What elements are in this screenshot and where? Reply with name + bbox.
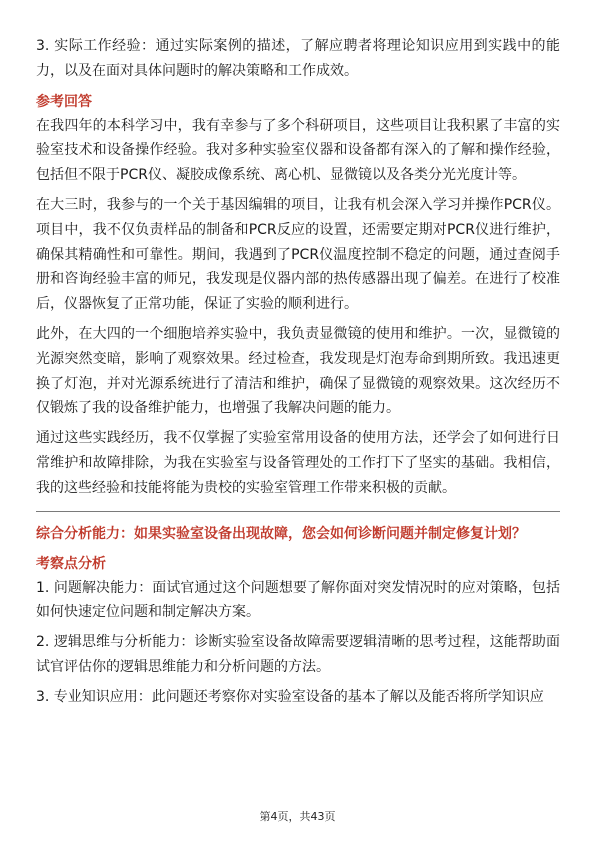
analysis-item-2: 2. 逻辑思维与分析能力：诊断实验室设备故障需要逻辑清晰的思考过程，这能帮助面试官评估你的逻辑思维能力和分析问题的方法。 bbox=[36, 634, 560, 675]
answer-paragraph-4: 通过这些实践经历，我不仅掌握了实验室常用设备的使用方法，还学会了如何进行日常维护和故障排除，为我在实验室与设备管理处的工作打下了坚实的基础。我相信，我的这些经验和技能将能为贵校的实验室管理工作带来积极的贡献。 bbox=[36, 430, 560, 496]
analysis-item-1: 1. 问题解决能力：面试官通过这个问题想要了解你面对突发情况时的应对策略，包括如何快速定位问题和制定解决方案。 bbox=[36, 579, 560, 621]
answer-paragraph-1: 在我四年的本科学习中，我有幸参与了多个科研项目，这些项目让我积累了丰富的实验室技术和设备操作经验。我对多种实验室仪器和设备都有深入的了解和操作经验，包括但不限于PCR仪、凝胶成像系统、离心机、显微镜以及各类分光光度计等。 bbox=[36, 117, 560, 184]
page-content bbox=[36, 34, 560, 710]
assessment-item-3: 3. 实际工作经验：通过实际案例的描述，了解应聘者将理论知识应用到实践中的能力，以及在面对具体问题时的解决策略和工作成效。 bbox=[36, 38, 560, 79]
section-divider bbox=[36, 511, 560, 512]
analysis-item-3: 3. 专业知识应用：此问题还考察你对实验室设备的基本了解以及能否将所学知识应 bbox=[36, 688, 544, 705]
question-title: 综合分析能力：如果实验室设备出现故障，您会如何诊断问题并制定修复计划？ bbox=[36, 525, 526, 542]
analysis-heading: 考察点分析 bbox=[36, 555, 106, 572]
answer-paragraph-2: 在大三时，我参与的一个关于基因编辑的项目，让我有机会深入学习并操作PCR仪。项目中，我不仅负责样品的制备和PCR反应的设置，还需要定期对PCR仪进行维护，确保其精确性和可靠性。期间，我遇到了PCR仪温度控制不稳定的问题，通过查阅手册和咨询经验丰富的师兄，我发现是仪器内部的热传感器出现了偏差。在进行了校准后，仪器恢复了正常功能，保证了实验的顺利进行。 bbox=[36, 196, 560, 313]
page-number: 第4页，共43页 bbox=[259, 810, 336, 823]
answer-paragraph-3: 此外，在大四的一个细胞培养实验中，我负责显微镜的使用和维护。一次，显微镜的光源突然变暗，影响了观察效果。经过检查，我发现是灯泡寿命到期所致。我迅速更换了灯泡，并对光源系统进行了清洁和维护，确保了显微镜的观察效果。这次经历不仅锻炼了我的设备维护能力，也增强了我解决问题的能力。 bbox=[36, 325, 560, 417]
reference-answer-heading: 参考回答 bbox=[36, 93, 92, 110]
